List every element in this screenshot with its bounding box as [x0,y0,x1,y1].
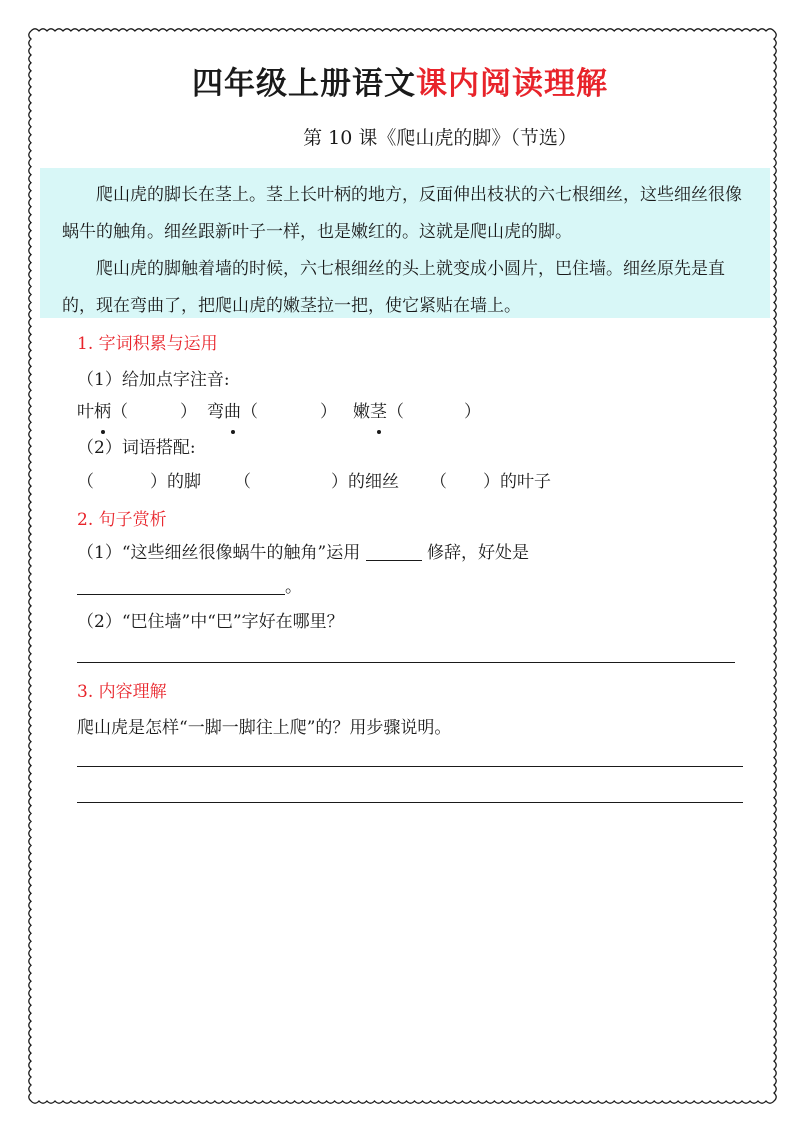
pinyin-word-2: 弯曲（ ） [207,396,337,428]
question-2-2: （2）“巴住墙”中“巴”字好在哪里？ [77,612,344,632]
page-title [0,60,800,108]
lesson-subtitle: 第 10 课《爬山虎的脚》（节选） [303,127,577,149]
reading-passage [40,168,770,318]
question-1-2: （2）词语搭配: [77,438,196,458]
dotted-char: 茎 [370,396,387,428]
pinyin-word-1: 叶柄（ ） [77,396,197,428]
benefit-blank[interactable] [77,574,285,595]
answer-line[interactable] [77,662,735,663]
question-3: 爬山虎是怎样“一脚一脚往上爬”的？用步骤说明。 [77,718,452,738]
pinyin-word-3: 嫩茎（ ） [353,396,481,428]
section-2-heading: 2. 句子赏析 [77,510,167,530]
passage-paragraph-1: 爬山虎的脚长在茎上。茎上长叶柄的地方，反面伸出枝状的六七根细丝，这些细丝很像蜗牛的触角。细丝跟新叶子一样，也是嫩红的。这就是爬山虎的脚。 [62,185,742,242]
title-black-part: 四年级上册语文 [192,66,416,102]
question-2-1-answer: 。 [77,571,302,603]
passage-paragraph-2: 爬山虎的脚触着墙的时候，六七根细丝的头上就变成小圆片，巴住墙。细丝原先是直的，现在弯曲了，把爬山虎的嫩茎拉一把，使它紧贴在墙上。 [62,259,725,316]
match-item-1: （ ）的脚 [77,472,201,492]
title-red-part: 课内阅读理解 [416,66,608,102]
answer-line[interactable] [77,766,743,767]
answer-line[interactable] [77,802,743,803]
section-3-heading: 3. 内容理解 [77,682,167,702]
dotted-char: 柄 [94,396,111,428]
dotted-char: 曲 [224,396,241,428]
match-item-2: （ ）的细丝 [234,472,399,492]
rhetoric-blank[interactable] [366,540,422,561]
question-1-1: （1）给加点字注音: [77,370,230,390]
question-2-1: （1）“这些细丝很像蜗牛的触角”运用 修辞，好处是 [77,537,529,569]
match-item-3: （ ）的叶子 [430,472,551,492]
section-1-heading: 1. 字词积累与运用 [77,334,218,354]
